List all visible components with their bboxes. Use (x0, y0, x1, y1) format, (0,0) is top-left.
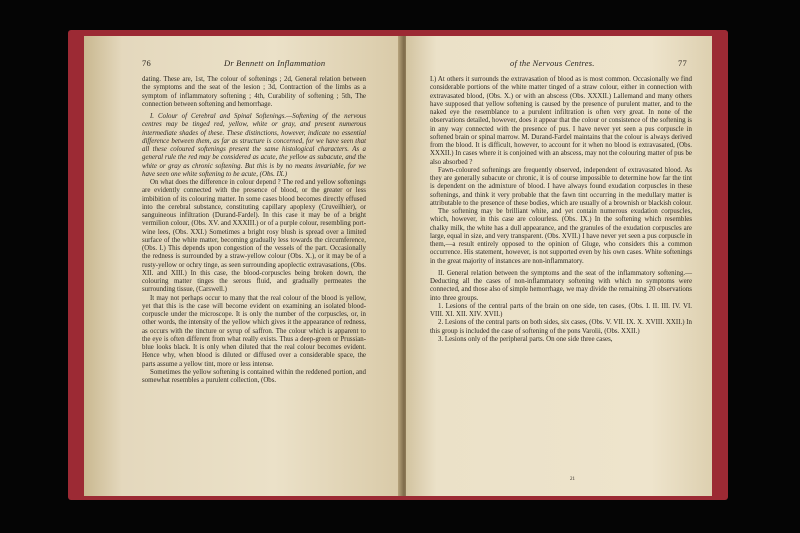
page-body (430, 76, 692, 344)
open-book (68, 22, 728, 510)
running-head: of the Nervous Centres. (510, 58, 595, 68)
right-page (406, 36, 712, 496)
paragraph: Fawn-coloured softenings are frequently observed, independent of extravasated blood. As they are generally subacute or chronic, it is of course impossible to determine how far the tint is dependent on the admixture of blood. I have always found exudation corpuscles in these softenings, and think it very probable that the fawn tint occurring in the medullary matter is attributable to the presence of these bodies, which are usually of a brownish or blackish colour. (430, 166, 692, 207)
paragraph: It may not perhaps occur to many that the real colour of the blood is yellow, yet that this is the case will become evident on examining an isolated blood-corpuscle under the microscope. It is only the number of the corpuscles, or, in other words, the intensity of the yellow which gives it the appearance of redness, as occurs with the tincture or syrup of saffron. The colour which is apparent to the eye is often different from what really exists. Thus a deep-green or Prussian-blue looks black. It is only when diluted that the real colour becomes evident. Hence why, when blood is diluted or diffused over a considerable space, the parts assume a yellow tint, more or less intense. (142, 294, 366, 368)
list-item: 2. Lesions of the central parts on both sides, six cases, (Obs. V. VII. IX. X. XVIII. XXII.) In this group is included the case of softening of the pons Varolii, (Obs. XXII.) (430, 319, 692, 335)
running-head: Dr Bennett on Inflammation (224, 58, 326, 68)
section-paragraph: I. Colour of Cerebral and Spinal Softenings.—Softening of the nervous centres may be tinged red, yellow, white or gray, and present numerous intermediate shades of these. These distinctions, however, indicate no essential difference between them, as far as structure is concerned, for we have seen that all these coloured softenings present the same histological characters. As a general rule the red may be considered as acute, the yellow as subacute, and the white or gray as chronic softening. But this is by no means invariable, for we have seen one white softening to be acute, (Obs. IX.) (142, 113, 366, 178)
left-page (84, 36, 402, 496)
paragraph: The softening may be brilliant white, and yet contain numerous exudation corpuscles, which, however, in this case are colourless. (Obs. IX.) In the softening which resembles chalky milk, the white has a dull appearance, and the granules of the exudation corpuscles are large, equal in size, and very transparent. (Obs. XVII.) I have never yet seen a pus corpuscle in them,—a result entirely opposed to the opinion of Gluge, who considers this a common occurrence. His statement, however, is not supported even by his own cases. White softenings in the great majority of instances are non-inflammatory. (430, 208, 692, 265)
page-body (142, 76, 366, 385)
paragraph: Sometimes the yellow softening is contained within the reddened portion, and somewhat resembles a purulent collection, (Obs. (142, 368, 366, 384)
paragraph: I.) At others it surrounds the extravasation of blood as is most common. Occasionally we find considerable portions of the white matter tinged of a straw colour, either in connection with extravasated blood, (Obs. X.) or with an abscess (Obs. XXXII.) Lallemand and many others have supposed that yellow softening is caused by the presence of purulent matter, and to the naked eye the resemblance to a purulent infiltration is often very great. In none of the observations detailed, however, does it appear that the colour or consistence of the softening is in any way connected with the presence of pus. I have never yet seen a pus corpuscle in softened brain or spinal marrow. M. Durand-Fardel maintains that the colour is always derived from the blood. It is difficult, however, to account for it when no blood is extravasated, (Obs. XXXII.) In cases where it is conjoined with an abscess, may not the colouring matter of pus be also absorbed ? (430, 76, 692, 166)
paragraph: On what does the difference in colour depend ? The red and yellow softenings are evidently connected with the presence of blood, or the greater or less imbibition of its colouring matter. In some cases blood becomes directly effused into the cerebral substance, constituting capillary apoplexy (Cruveilhier), or sanguineous infiltration (Durand-Fardel). In this case it may be of a bright vermilion colour, (Obs. XV. and XXXIII.) or of a purple colour, resembling port-wine lees, (Obs. XXI.) Sometimes a bright rosy blush is spread over a limited surface of the white matter, becoming gradually less towards the circumference, (Obs. I.) This depends upon congestion of the vessels of the part. Occasionally the redness is surrounded by a straw-yellow colour (Obs. X.), or it may be of a rusty-yellow or ochry tinge, as seen surrounding apoplectic extravasations, (Obs. XII. and XIII.) In this case, the blood-corpuscles being broken down, the colouring matter tinges the serous fluid, and gradually permeates the surrounding tissue, (Carswell.) (142, 179, 366, 294)
signature-mark: 21 (570, 477, 575, 482)
list-item: 1. Lesions of the central parts of the brain on one side, ten cases, (Obs. I. II. III. IV. VI. VIII. XI. XII. XIV. XVII.) (430, 302, 692, 318)
list-item: 3. Lesions only of the peripheral parts. On one side three cases, (438, 335, 613, 343)
page-number: 76 (142, 58, 151, 68)
page-number: 77 (678, 58, 687, 68)
paragraph: dating. These are, 1st, The colour of softenings ; 2d, General relation between the symptoms and the seat of the lesion ; 3d, Contraction of the limbs as a symptom of inflammatory softening ; 4th, Curability of softening ; 5th, The connection between softening and hemorrhage. (142, 76, 366, 108)
section-paragraph: II. General relation between the symptoms and the seat of the inflammatory softening.—Deducting all the cases of non-inflammatory softening with which no symptoms were connected, and those also of simple hemorrhage, we may divide the remaining 20 observations into three groups. (430, 269, 692, 302)
